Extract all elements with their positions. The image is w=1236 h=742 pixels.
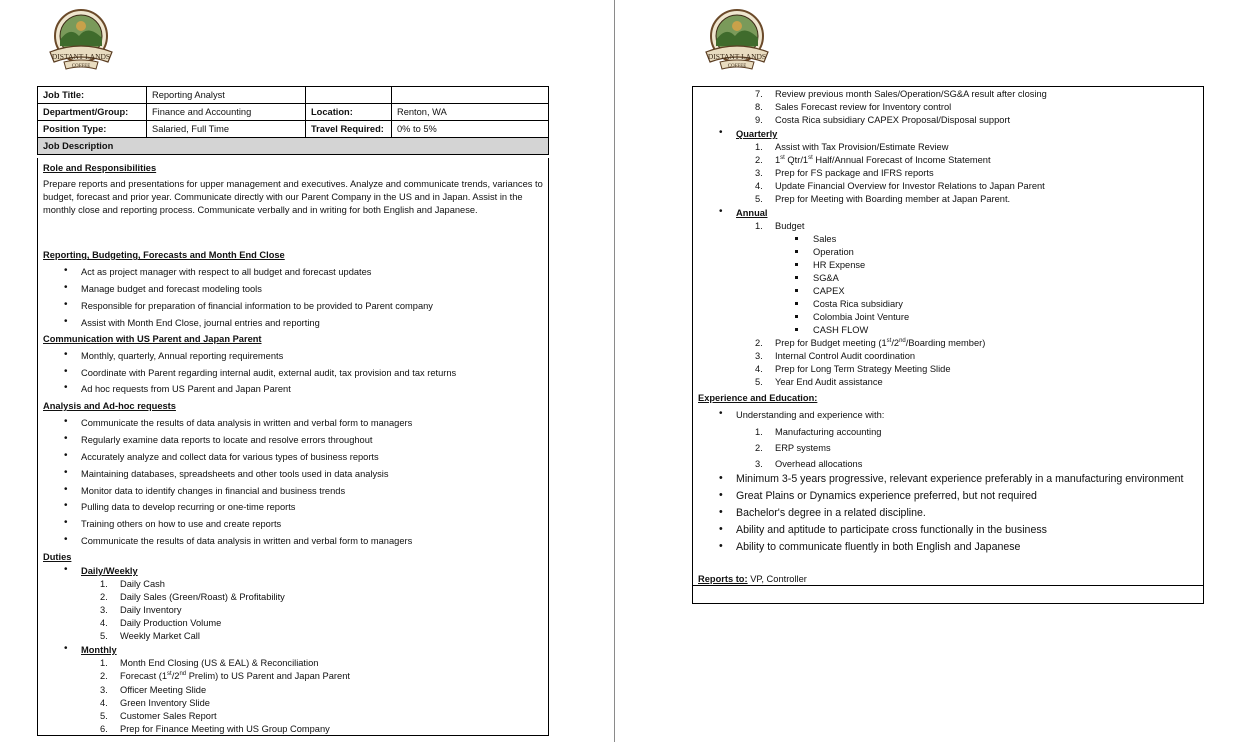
- list-item: Customer Sales Report: [120, 711, 217, 721]
- list-item: Green Inventory Slide: [120, 698, 210, 708]
- list-item: Bachelor's degree in a related discipline.: [736, 507, 926, 519]
- list-item: Review previous month Sales/Operation/SG&A result after closing: [775, 89, 1047, 99]
- empty-cell: [392, 87, 549, 104]
- list-item: Sales: [813, 234, 837, 244]
- page-divider: [614, 0, 615, 742]
- department-label: Department/Group:: [38, 104, 147, 121]
- list-number: 3.: [755, 459, 763, 469]
- square-bullet-icon: [795, 315, 798, 318]
- list-item: Pulling data to develop recurring or one-time reports: [81, 502, 296, 512]
- list-item: Ad hoc requests from US Parent and Japan Parent: [81, 384, 291, 394]
- list-number: 2.: [100, 671, 108, 681]
- square-bullet-icon: [795, 250, 798, 253]
- list-item: Daily Inventory: [120, 605, 182, 615]
- list-item: Training others on how to use and create reports: [81, 519, 282, 529]
- annual-heading: Annual: [736, 208, 768, 218]
- bullet-icon: •: [719, 127, 723, 138]
- list-number: 1.: [100, 579, 108, 589]
- position-type-value: Salaried, Full Time: [147, 121, 306, 138]
- list-item: 1st Qtr/1st Half/Annual Forecast of Income Statement: [775, 154, 991, 165]
- list-item: Year End Audit assistance: [775, 377, 883, 387]
- list-number: 3.: [100, 685, 108, 695]
- list-item: Regularly examine data reports to locate and resolve errors throughout: [81, 435, 373, 445]
- bullet-icon: •: [64, 265, 68, 276]
- reporting-heading: Reporting, Budgeting, Forecasts and Month End Close: [43, 250, 285, 260]
- bullet-icon: •: [64, 467, 68, 478]
- list-number: 2.: [755, 443, 763, 453]
- svg-text:COFFEE: COFFEE: [727, 64, 747, 69]
- bullet-icon: •: [64, 382, 68, 393]
- job-title-label: Job Title:: [38, 87, 147, 104]
- bullet-icon: •: [64, 500, 68, 511]
- list-item: Prep for Meeting with Boarding member at Japan Parent.: [775, 194, 1011, 204]
- bullet-icon: •: [64, 282, 68, 293]
- position-type-label: Position Type:: [38, 121, 147, 138]
- bullet-icon: •: [64, 450, 68, 461]
- list-item: Maintaining databases, spreadsheets and other tools used in data analysis: [81, 469, 389, 479]
- square-bullet-icon: [795, 328, 798, 331]
- list-number: 4.: [100, 698, 108, 708]
- list-number: 6.: [100, 724, 108, 734]
- bullet-icon: •: [719, 489, 723, 501]
- list-item: Prep for FS package and IFRS reports: [775, 168, 934, 178]
- bullet-icon: •: [64, 643, 68, 654]
- travel-required-label: Travel Required:: [306, 121, 392, 138]
- job-header-table: [37, 86, 549, 155]
- duties-heading: Duties: [43, 552, 72, 562]
- monthly-heading: Monthly: [81, 645, 117, 655]
- empty-cell: [306, 87, 392, 104]
- list-number: 4.: [100, 618, 108, 628]
- bullet-icon: •: [719, 540, 723, 552]
- bullet-icon: •: [64, 517, 68, 528]
- list-item: Prep for Finance Meeting with US Group Company: [120, 724, 330, 734]
- distant-lands-logo-graphic: [46, 6, 116, 74]
- list-number: 4.: [755, 364, 763, 374]
- quarterly-heading: Quarterly: [736, 129, 778, 139]
- bullet-icon: •: [719, 506, 723, 518]
- list-number: 2.: [755, 338, 763, 348]
- list-item: Daily Cash: [120, 579, 165, 589]
- bullet-icon: •: [64, 416, 68, 427]
- list-item: Accurately analyze and collect data for various types of business reports: [81, 452, 379, 462]
- list-item: Internal Control Audit coordination: [775, 351, 916, 361]
- list-item: Update Financial Overview for Investor Relations to Japan Parent: [775, 181, 1045, 191]
- role-heading: Role and Responsibilities: [43, 163, 157, 173]
- list-number: 1.: [755, 221, 763, 231]
- square-bullet-icon: [795, 237, 798, 240]
- list-item: Monitor data to identify changes in financial and business trends: [81, 486, 346, 496]
- list-item: Sales Forecast review for Inventory control: [775, 102, 952, 112]
- understanding-label: Understanding and experience with:: [736, 410, 885, 420]
- list-item: Prep for Long Term Strategy Meeting Slide: [775, 364, 951, 374]
- list-number: 8.: [755, 102, 763, 112]
- list-number: 9.: [755, 115, 763, 125]
- list-item: Prep for Budget meeting (1st/2nd/Boarding member): [775, 337, 986, 348]
- role-text: Prepare reports and presentations for upper management and executives. Analyze and communicate trends, variances to budget, forecast and prior year. Communicate directly with our Parent Company in the US and in Japan. Assist in the monthly close and reporting process. Communicate verbally and in writing for both English and Japanese.: [43, 179, 543, 215]
- square-bullet-icon: [795, 302, 798, 305]
- list-item: Assist with Month End Close, journal entries and reporting: [81, 318, 320, 328]
- list-number: 5.: [755, 377, 763, 387]
- list-item: Communicate the results of data analysis in written and verbal form to managers: [81, 418, 413, 428]
- budget-label: Budget: [775, 221, 805, 231]
- list-item: Daily Sales (Green/Roast) & Profitability: [120, 592, 285, 602]
- job-description-header: Job Description: [38, 138, 549, 155]
- bullet-icon: •: [64, 564, 68, 575]
- bullet-icon: •: [64, 299, 68, 310]
- square-bullet-icon: [795, 289, 798, 292]
- bullet-icon: •: [64, 349, 68, 360]
- list-item: SG&A: [813, 273, 839, 283]
- bullet-icon: •: [64, 316, 68, 327]
- list-item: Weekly Market Call: [120, 631, 200, 641]
- experience-heading: Experience and Education:: [698, 393, 818, 403]
- list-number: 5.: [100, 711, 108, 721]
- bullet-icon: •: [64, 433, 68, 444]
- location-label: Location:: [306, 104, 392, 121]
- reports-to-label: Reports to:: [698, 574, 748, 584]
- list-number: 2.: [755, 155, 763, 165]
- bullet-icon: •: [719, 206, 723, 217]
- reports-to: [698, 573, 807, 585]
- list-number: 1.: [755, 427, 763, 437]
- list-number: 5.: [100, 631, 108, 641]
- list-item: Minimum 3-5 years progressive, relevant experience preferably in a manufacturing environment: [736, 473, 1184, 485]
- list-number: 1.: [100, 658, 108, 668]
- bullet-icon: •: [64, 366, 68, 377]
- list-number: 3.: [755, 351, 763, 361]
- list-item: Overhead allocations: [775, 459, 863, 469]
- list-item: Ability to communicate fluently in both English and Japanese: [736, 541, 1021, 553]
- list-item: Ability and aptitude to participate cross functionally in the business: [736, 524, 1047, 536]
- distant-lands-logo-graphic: [702, 6, 772, 74]
- list-number: 2.: [100, 592, 108, 602]
- list-item: CASH FLOW: [813, 325, 869, 335]
- list-number: 4.: [755, 181, 763, 191]
- list-number: 3.: [100, 605, 108, 615]
- list-item: Act as project manager with respect to all budget and forecast updates: [81, 267, 372, 277]
- svg-text:COFFEE: COFFEE: [71, 64, 91, 69]
- list-item: Forecast (1st/2nd Prelim) to US Parent and Japan Parent: [120, 670, 350, 681]
- square-bullet-icon: [795, 263, 798, 266]
- list-item: Costa Rica subsidiary CAPEX Proposal/Disposal support: [775, 115, 1011, 125]
- list-item: Manage budget and forecast modeling tools: [81, 284, 262, 294]
- job-title-value: Reporting Analyst: [147, 87, 306, 104]
- list-item: Coordinate with Parent regarding internal audit, external audit, tax provision and tax returns: [81, 368, 457, 378]
- travel-required-value: 0% to 5%: [392, 121, 549, 138]
- list-number: 7.: [755, 89, 763, 99]
- list-item: Monthly, quarterly, Annual reporting requirements: [81, 351, 284, 361]
- list-number: 3.: [755, 168, 763, 178]
- list-item: Daily Production Volume: [120, 618, 222, 628]
- list-item: Colombia Joint Venture: [813, 312, 910, 322]
- list-item: Operation: [813, 247, 854, 257]
- bullet-icon: •: [719, 523, 723, 535]
- bullet-icon: •: [719, 472, 723, 484]
- svg-text:DISTANT LANDS: DISTANT LANDS: [51, 52, 111, 61]
- list-item: HR Expense: [813, 260, 866, 270]
- list-item: Manufacturing accounting: [775, 427, 882, 437]
- daily-weekly-heading: Daily/Weekly: [81, 566, 138, 576]
- list-item: Great Plains or Dynamics experience preferred, but not required: [736, 490, 1037, 502]
- reports-to-value: VP, Controller: [750, 574, 807, 584]
- company-logo: [46, 6, 116, 74]
- list-item: ERP systems: [775, 443, 831, 453]
- location-value: Renton, WA: [392, 104, 549, 121]
- list-item: Assist with Tax Provision/Estimate Review: [775, 142, 949, 152]
- bullet-icon: •: [64, 534, 68, 545]
- communication-heading: Communication with US Parent and Japan Parent: [43, 334, 262, 344]
- list-item: CAPEX: [813, 286, 845, 296]
- list-item: Responsible for preparation of financial information to be provided to Parent company: [81, 301, 433, 311]
- list-item: Costa Rica subsidiary: [813, 299, 903, 309]
- analysis-heading: Analysis and Ad-hoc requests: [43, 401, 176, 411]
- list-item: Month End Closing (US & EAL) & Reconciliation: [120, 658, 319, 668]
- list-item: Officer Meeting Slide: [120, 685, 207, 695]
- square-bullet-icon: [795, 276, 798, 279]
- company-logo: [702, 6, 772, 74]
- bullet-icon: •: [719, 408, 723, 419]
- svg-text:DISTANT LANDS: DISTANT LANDS: [707, 52, 767, 61]
- list-number: 5.: [755, 194, 763, 204]
- bullet-icon: •: [64, 484, 68, 495]
- list-item: Communicate the results of data analysis in written and verbal form to managers: [81, 536, 413, 546]
- divider: [693, 585, 1203, 586]
- list-number: 1.: [755, 142, 763, 152]
- department-value: Finance and Accounting: [147, 104, 306, 121]
